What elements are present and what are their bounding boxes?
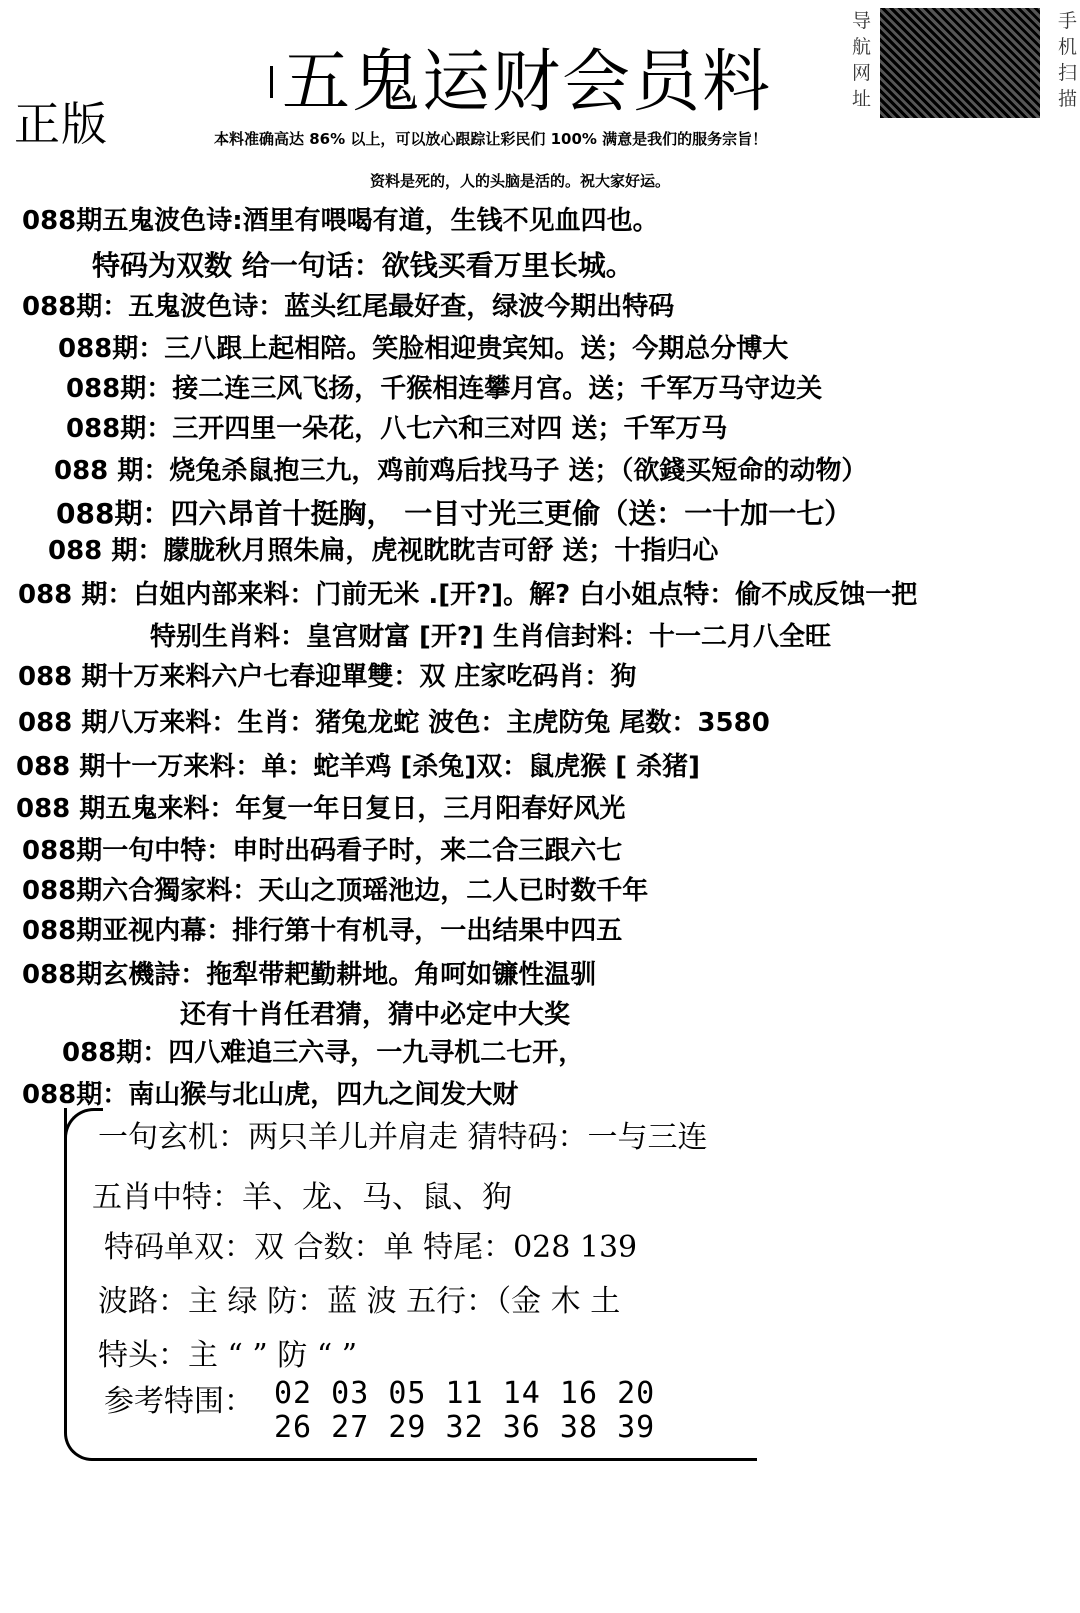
content-line: 088期：接二连三风飞扬，千猴相连攀月宫。送；千军万马守边关: [66, 374, 823, 404]
box-line-bolu: 波路：主 绿 防：蓝 波 五行：（金 木 土: [98, 1284, 621, 1319]
subtitle-accuracy: 本料准确高达 86% 以上，可以放心跟踪让彩民们 100% 满意是我们的服务宗旨！: [214, 130, 768, 148]
content-line: 088 期八万来料：生肖：猪兔龙蛇 波色：主虎防兔 尾数：3580: [18, 708, 770, 738]
content-line: 088期六合獨家料：天山之顶瑶池边，二人已时数千年: [22, 876, 649, 906]
content-line: 088期：四六昂首十挺胸， 一目寸光三更偷（送：一十加一七）: [56, 497, 853, 530]
content-line: 088期亚视内幕：排行第十有机寻，一出结果中四五: [22, 916, 623, 946]
qr-code-image: [880, 8, 1040, 118]
zhengban-label: 正版: [14, 97, 108, 151]
box-line-wuxiao: 五肖中特：羊、龙、马、鼠、狗: [92, 1180, 512, 1215]
qr-caption-right: 手机扫描: [1058, 10, 1078, 110]
content-line: 088 期五鬼来料：年复一年日复日，三月阳春好风光: [16, 794, 626, 824]
content-line: 还有十肖任君猜，猜中必定中大奖: [180, 1000, 571, 1030]
content-line: 088期：三八跟上起相陪。笑脸相迎贵宾知。送；今期总分博大: [58, 334, 789, 364]
content-line: 088期一句中特：申时出码看子时，来二合三跟六七: [22, 836, 623, 866]
subtitle-luck: 资料是死的，人的头脑是活的。祝大家好运。: [370, 172, 671, 190]
box-ref-numbers-row2: 26 27 29 32 36 38 39: [274, 1410, 656, 1445]
content-line: 088 期：朦胧秋月照朱扁，虎视眈眈吉可舒 送；十指归心: [48, 536, 719, 566]
box-ref-numbers-row1: 02 03 05 11 14 16 20: [274, 1376, 656, 1411]
content-line: 088期五鬼波色诗:酒里有喂喝有道，生钱不见血四也。: [22, 206, 659, 236]
box-line-tetou: 特头：主 “ ” 防 “ ”: [98, 1338, 358, 1373]
box-line-xuanji: 一句玄机：两只羊儿并肩走 猜特码：一与三连: [98, 1120, 708, 1155]
qr-caption-left: 导航网址: [852, 10, 872, 110]
content-line: 088 期：白姐内部来料：门前无米 .[开?]。解? 白小姐点特：偷不成反蚀一把: [18, 580, 918, 610]
box-line-danshuang: 特码单双：双 合数：单 特尾：028 139: [104, 1230, 638, 1265]
content-line: 088 期十一万来料：单：蛇羊鸡 [杀兔]双：鼠虎猴 [ 杀猪]: [16, 752, 701, 782]
content-line: 088期：南山猴与北山虎，四九之间发大财: [22, 1080, 519, 1110]
page-title: 五鬼运财会员料: [282, 43, 773, 122]
content-line: 088期：五鬼波色诗：蓝头红尾最好查，绿波今期出特码: [22, 292, 675, 322]
content-line: 088 期十万来料六户七春迎單雙：双 庄家吃码肖：狗: [18, 662, 637, 692]
title-divider: [270, 66, 273, 98]
content-line: 088期玄機詩：拖犁带耙勤耕地。角呵如镰性温驯: [22, 960, 597, 990]
content-line: 088期：三开四里一朵花，八七六和三对四 送；千军万马: [66, 414, 728, 444]
box-ref-label: 参考特围：: [104, 1384, 254, 1419]
content-line: 特码为双数 给一句话：欲钱买看万里长城。: [92, 249, 634, 282]
content-line: 088期：四八难追三六寻，一九寻机二七开，: [62, 1038, 585, 1068]
content-line: 088 期：烧兔杀鼠抱三九，鸡前鸡后找马子 送；（欲錢买短命的动物）: [54, 456, 868, 486]
content-line: 特别生肖料：皇宫财富 [开?] 生肖信封料：十一二月八全旺: [150, 622, 831, 652]
